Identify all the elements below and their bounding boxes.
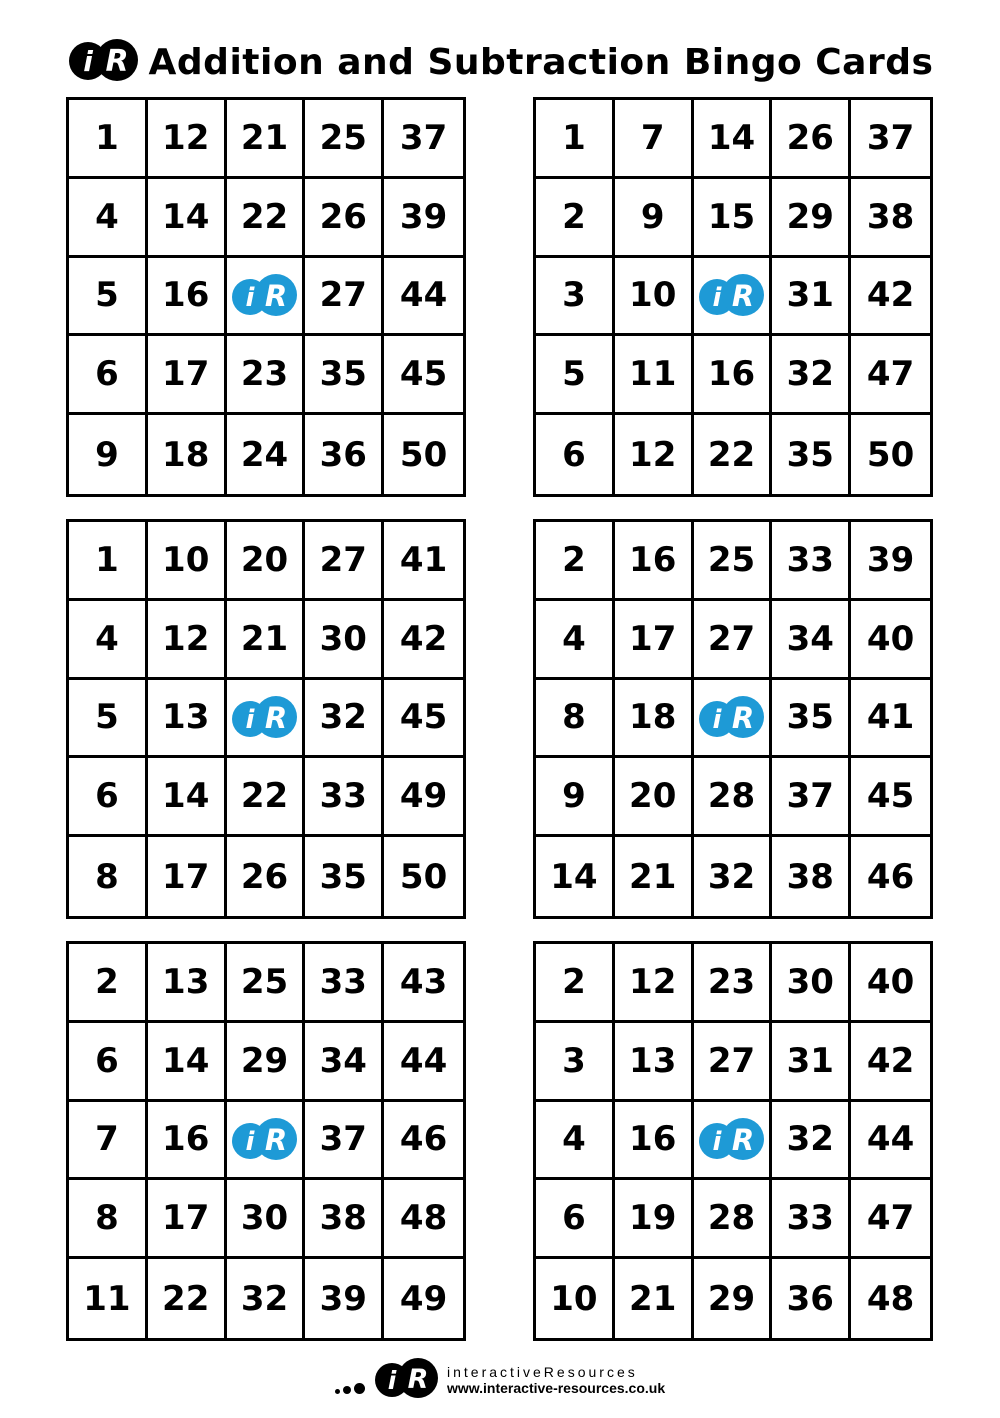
bingo-number-cell: 27 bbox=[305, 522, 384, 601]
svg-text:i: i bbox=[246, 283, 255, 314]
bingo-number-cell: 35 bbox=[305, 837, 384, 916]
bingo-number-cell: 37 bbox=[851, 100, 930, 179]
svg-text:i: i bbox=[713, 283, 722, 314]
bingo-number-cell: 30 bbox=[772, 944, 851, 1023]
bingo-number-cell: 1 bbox=[69, 522, 148, 601]
svg-text:R: R bbox=[732, 701, 755, 736]
bingo-number-cell: 34 bbox=[305, 1023, 384, 1102]
bingo-number-cell: 9 bbox=[69, 415, 148, 494]
bingo-number-cell: 23 bbox=[227, 336, 306, 415]
svg-text:i: i bbox=[246, 1127, 255, 1158]
bingo-number-cell: 44 bbox=[384, 258, 463, 337]
bingo-number-cell: 32 bbox=[305, 680, 384, 759]
bingo-number-cell: 1 bbox=[69, 100, 148, 179]
bingo-number-cell: 27 bbox=[694, 1023, 773, 1102]
bingo-number-cell: 32 bbox=[694, 837, 773, 916]
bingo-number-cell: 39 bbox=[384, 179, 463, 258]
bingo-number-cell: 4 bbox=[536, 1102, 615, 1181]
bingo-number-cell: 17 bbox=[148, 837, 227, 916]
bingo-number-cell: 33 bbox=[772, 1180, 851, 1259]
bingo-number-cell: 12 bbox=[148, 601, 227, 680]
bingo-number-cell: 14 bbox=[148, 179, 227, 258]
bingo-number-cell: 30 bbox=[227, 1180, 306, 1259]
bingo-number-cell: 2 bbox=[536, 179, 615, 258]
svg-text:i: i bbox=[246, 705, 255, 736]
bingo-number-cell: 26 bbox=[305, 179, 384, 258]
bingo-number-cell: 42 bbox=[851, 258, 930, 337]
bingo-number-cell: 29 bbox=[227, 1023, 306, 1102]
svg-text:i: i bbox=[713, 705, 722, 736]
free-space-cell bbox=[227, 258, 306, 337]
bingo-card bbox=[533, 97, 933, 497]
bingo-number-cell: 16 bbox=[615, 522, 694, 601]
bingo-number-cell: 21 bbox=[615, 1259, 694, 1338]
bingo-number-cell: 42 bbox=[851, 1023, 930, 1102]
bingo-number-cell: 33 bbox=[305, 758, 384, 837]
bingo-number-cell: 14 bbox=[148, 1023, 227, 1102]
bingo-number-cell: 42 bbox=[384, 601, 463, 680]
svg-text:i: i bbox=[82, 45, 93, 78]
bingo-number-cell: 3 bbox=[536, 258, 615, 337]
bingo-number-cell: 17 bbox=[148, 336, 227, 415]
bingo-number-cell: 10 bbox=[615, 258, 694, 337]
free-space-cell bbox=[227, 680, 306, 759]
free-space-cell bbox=[227, 1102, 306, 1181]
bingo-number-cell: 25 bbox=[227, 944, 306, 1023]
bingo-number-cell: 39 bbox=[851, 522, 930, 601]
bingo-number-cell: 50 bbox=[399, 434, 448, 475]
bingo-number-cell: 18 bbox=[615, 680, 694, 759]
bingo-number-cell: 22 bbox=[694, 415, 773, 494]
bingo-number-cell: 49 bbox=[399, 1278, 448, 1319]
bingo-number-cell: 20 bbox=[227, 522, 306, 601]
bingo-number-cell: 46 bbox=[384, 1102, 463, 1181]
svg-text:R: R bbox=[732, 1123, 755, 1158]
ir-logo-icon bbox=[230, 694, 298, 740]
bingo-number-cell: 2 bbox=[69, 944, 148, 1023]
bingo-number-cell: 45 bbox=[851, 758, 930, 837]
bingo-number-cell: 48 bbox=[384, 1180, 463, 1259]
bingo-number-cell: 10 bbox=[536, 1259, 615, 1338]
bingo-number-cell: 17 bbox=[615, 601, 694, 680]
bingo-number-cell: 41 bbox=[384, 522, 463, 601]
svg-text:i: i bbox=[387, 1366, 397, 1395]
bingo-number-cell: 50 bbox=[399, 856, 448, 897]
ir-logo-icon bbox=[230, 1116, 298, 1162]
svg-text:R: R bbox=[265, 279, 288, 314]
ir-logo-icon bbox=[697, 1116, 765, 1162]
bingo-number-cell: 37 bbox=[305, 1102, 384, 1181]
bingo-number-cell: 37 bbox=[384, 100, 463, 179]
page-footer bbox=[335, 1352, 665, 1408]
bingo-number-cell: 17 bbox=[148, 1180, 227, 1259]
ir-logo-icon bbox=[697, 694, 765, 740]
bingo-number-cell: 5 bbox=[69, 258, 148, 337]
bingo-number-cell: 14 bbox=[148, 758, 227, 837]
bingo-number-cell: 2 bbox=[536, 522, 615, 601]
bingo-number-cell: 14 bbox=[694, 100, 773, 179]
bingo-number-cell: 45 bbox=[384, 680, 463, 759]
bingo-number-cell: 8 bbox=[69, 1180, 148, 1259]
bingo-number-cell: 31 bbox=[772, 258, 851, 337]
bingo-number-cell: 32 bbox=[772, 1102, 851, 1181]
bingo-number-cell: 50 bbox=[866, 434, 915, 475]
bingo-card bbox=[533, 941, 933, 1341]
bingo-number-cell: 34 bbox=[772, 601, 851, 680]
bingo-number-cell: 5 bbox=[69, 680, 148, 759]
svg-text:R: R bbox=[104, 44, 129, 79]
bingo-number-cell: 15 bbox=[694, 179, 773, 258]
bingo-number-cell: 46 bbox=[866, 856, 915, 897]
bingo-number-cell: 22 bbox=[148, 1259, 227, 1338]
bingo-number-cell: 38 bbox=[772, 837, 851, 916]
bingo-number-cell: 33 bbox=[305, 944, 384, 1023]
bingo-number-cell: 35 bbox=[305, 336, 384, 415]
bingo-card bbox=[533, 519, 933, 919]
free-space-cell bbox=[694, 680, 773, 759]
bingo-number-cell: 12 bbox=[148, 100, 227, 179]
bingo-number-cell: 8 bbox=[536, 680, 615, 759]
svg-text:R: R bbox=[407, 1364, 429, 1395]
bingo-number-cell: 39 bbox=[305, 1259, 384, 1338]
bingo-number-cell: 4 bbox=[69, 179, 148, 258]
bingo-number-cell: 6 bbox=[536, 1180, 615, 1259]
bingo-number-cell: 36 bbox=[305, 415, 384, 494]
ir-logo-icon bbox=[373, 1356, 439, 1404]
free-space-cell bbox=[694, 258, 773, 337]
bingo-number-cell: 31 bbox=[772, 1023, 851, 1102]
bingo-number-cell: 2 bbox=[536, 944, 615, 1023]
bingo-number-cell: 32 bbox=[227, 1259, 306, 1338]
bingo-number-cell: 7 bbox=[69, 1102, 148, 1181]
bingo-number-cell: 20 bbox=[615, 758, 694, 837]
bingo-number-cell: 6 bbox=[69, 336, 148, 415]
bingo-number-cell: 38 bbox=[305, 1180, 384, 1259]
bingo-number-cell: 21 bbox=[227, 601, 306, 680]
bingo-number-cell: 22 bbox=[227, 179, 306, 258]
bingo-number-cell: 16 bbox=[148, 258, 227, 337]
website-url: www.interactive-resources.co.uk bbox=[447, 1380, 666, 1396]
bingo-number-cell: 29 bbox=[772, 179, 851, 258]
bingo-number-cell: 9 bbox=[615, 179, 694, 258]
bingo-number-cell: 9 bbox=[536, 758, 615, 837]
ir-logo-icon bbox=[697, 272, 765, 318]
bingo-number-cell: 33 bbox=[772, 522, 851, 601]
bingo-number-cell: 3 bbox=[536, 1023, 615, 1102]
bingo-number-cell: 47 bbox=[851, 1180, 930, 1259]
bingo-number-cell: 28 bbox=[694, 758, 773, 837]
bingo-number-cell: 28 bbox=[694, 1180, 773, 1259]
bingo-number-cell: 8 bbox=[69, 837, 148, 916]
bingo-number-cell: 4 bbox=[69, 601, 148, 680]
bingo-number-cell: 11 bbox=[69, 1259, 148, 1338]
bingo-number-cell: 38 bbox=[851, 179, 930, 258]
bingo-number-cell: 13 bbox=[148, 944, 227, 1023]
bingo-number-cell: 16 bbox=[694, 336, 773, 415]
bingo-number-cell: 16 bbox=[148, 1102, 227, 1181]
bingo-number-cell: 5 bbox=[536, 336, 615, 415]
bingo-number-cell: 13 bbox=[148, 680, 227, 759]
free-space-cell bbox=[694, 1102, 773, 1181]
bingo-number-cell: 35 bbox=[772, 680, 851, 759]
bingo-number-cell: 30 bbox=[305, 601, 384, 680]
bingo-number-cell: 6 bbox=[69, 758, 148, 837]
page-title: Addition and Subtraction Bingo Cards bbox=[148, 41, 934, 83]
bingo-number-cell: 22 bbox=[227, 758, 306, 837]
bingo-number-cell: 7 bbox=[615, 100, 694, 179]
bingo-number-cell: 11 bbox=[615, 336, 694, 415]
page-header bbox=[0, 36, 1000, 88]
bingo-number-cell: 6 bbox=[69, 1023, 148, 1102]
bingo-number-cell: 32 bbox=[772, 336, 851, 415]
svg-text:R: R bbox=[732, 279, 755, 314]
bingo-number-cell: 10 bbox=[148, 522, 227, 601]
bingo-number-cell: 24 bbox=[227, 415, 306, 494]
bingo-number-cell: 40 bbox=[851, 601, 930, 680]
bingo-number-cell: 6 bbox=[536, 415, 615, 494]
bingo-number-cell: 4 bbox=[536, 601, 615, 680]
bingo-number-cell: 44 bbox=[851, 1102, 930, 1181]
bingo-number-cell: 27 bbox=[305, 258, 384, 337]
bingo-number-cell: 40 bbox=[851, 944, 930, 1023]
bingo-number-cell: 16 bbox=[615, 1102, 694, 1181]
bingo-number-cell: 35 bbox=[772, 415, 851, 494]
bingo-number-cell: 13 bbox=[615, 1023, 694, 1102]
bingo-card bbox=[66, 97, 466, 497]
bingo-number-cell: 18 bbox=[148, 415, 227, 494]
svg-text:R: R bbox=[265, 1123, 288, 1158]
bingo-number-cell: 26 bbox=[227, 837, 306, 916]
svg-text:R: R bbox=[265, 701, 288, 736]
bingo-number-cell: 12 bbox=[615, 415, 694, 494]
dots-decoration bbox=[335, 1360, 365, 1400]
bingo-number-cell: 1 bbox=[536, 100, 615, 179]
bingo-number-cell: 29 bbox=[694, 1259, 773, 1338]
bingo-number-cell: 26 bbox=[772, 100, 851, 179]
bingo-number-cell: 43 bbox=[384, 944, 463, 1023]
bingo-number-cell: 21 bbox=[615, 837, 694, 916]
ir-logo-icon bbox=[67, 38, 139, 86]
bingo-number-cell: 25 bbox=[694, 522, 773, 601]
ir-logo-icon bbox=[230, 272, 298, 318]
bingo-number-cell: 37 bbox=[772, 758, 851, 837]
bingo-number-cell: 44 bbox=[384, 1023, 463, 1102]
bingo-number-cell: 48 bbox=[866, 1278, 915, 1319]
bingo-number-cell: 14 bbox=[536, 837, 615, 916]
brand-name: interactiveResources bbox=[447, 1363, 638, 1380]
bingo-number-cell: 49 bbox=[384, 758, 463, 837]
bingo-card bbox=[66, 941, 466, 1341]
bingo-number-cell: 27 bbox=[694, 601, 773, 680]
bingo-number-cell: 21 bbox=[227, 100, 306, 179]
bingo-card bbox=[66, 519, 466, 919]
bingo-number-cell: 45 bbox=[384, 336, 463, 415]
bingo-number-cell: 25 bbox=[305, 100, 384, 179]
svg-text:i: i bbox=[713, 1127, 722, 1158]
bingo-number-cell: 36 bbox=[772, 1259, 851, 1338]
bingo-number-cell: 19 bbox=[615, 1180, 694, 1259]
bingo-number-cell: 12 bbox=[615, 944, 694, 1023]
bingo-number-cell: 41 bbox=[851, 680, 930, 759]
bingo-number-cell: 47 bbox=[851, 336, 930, 415]
bingo-number-cell: 23 bbox=[694, 944, 773, 1023]
